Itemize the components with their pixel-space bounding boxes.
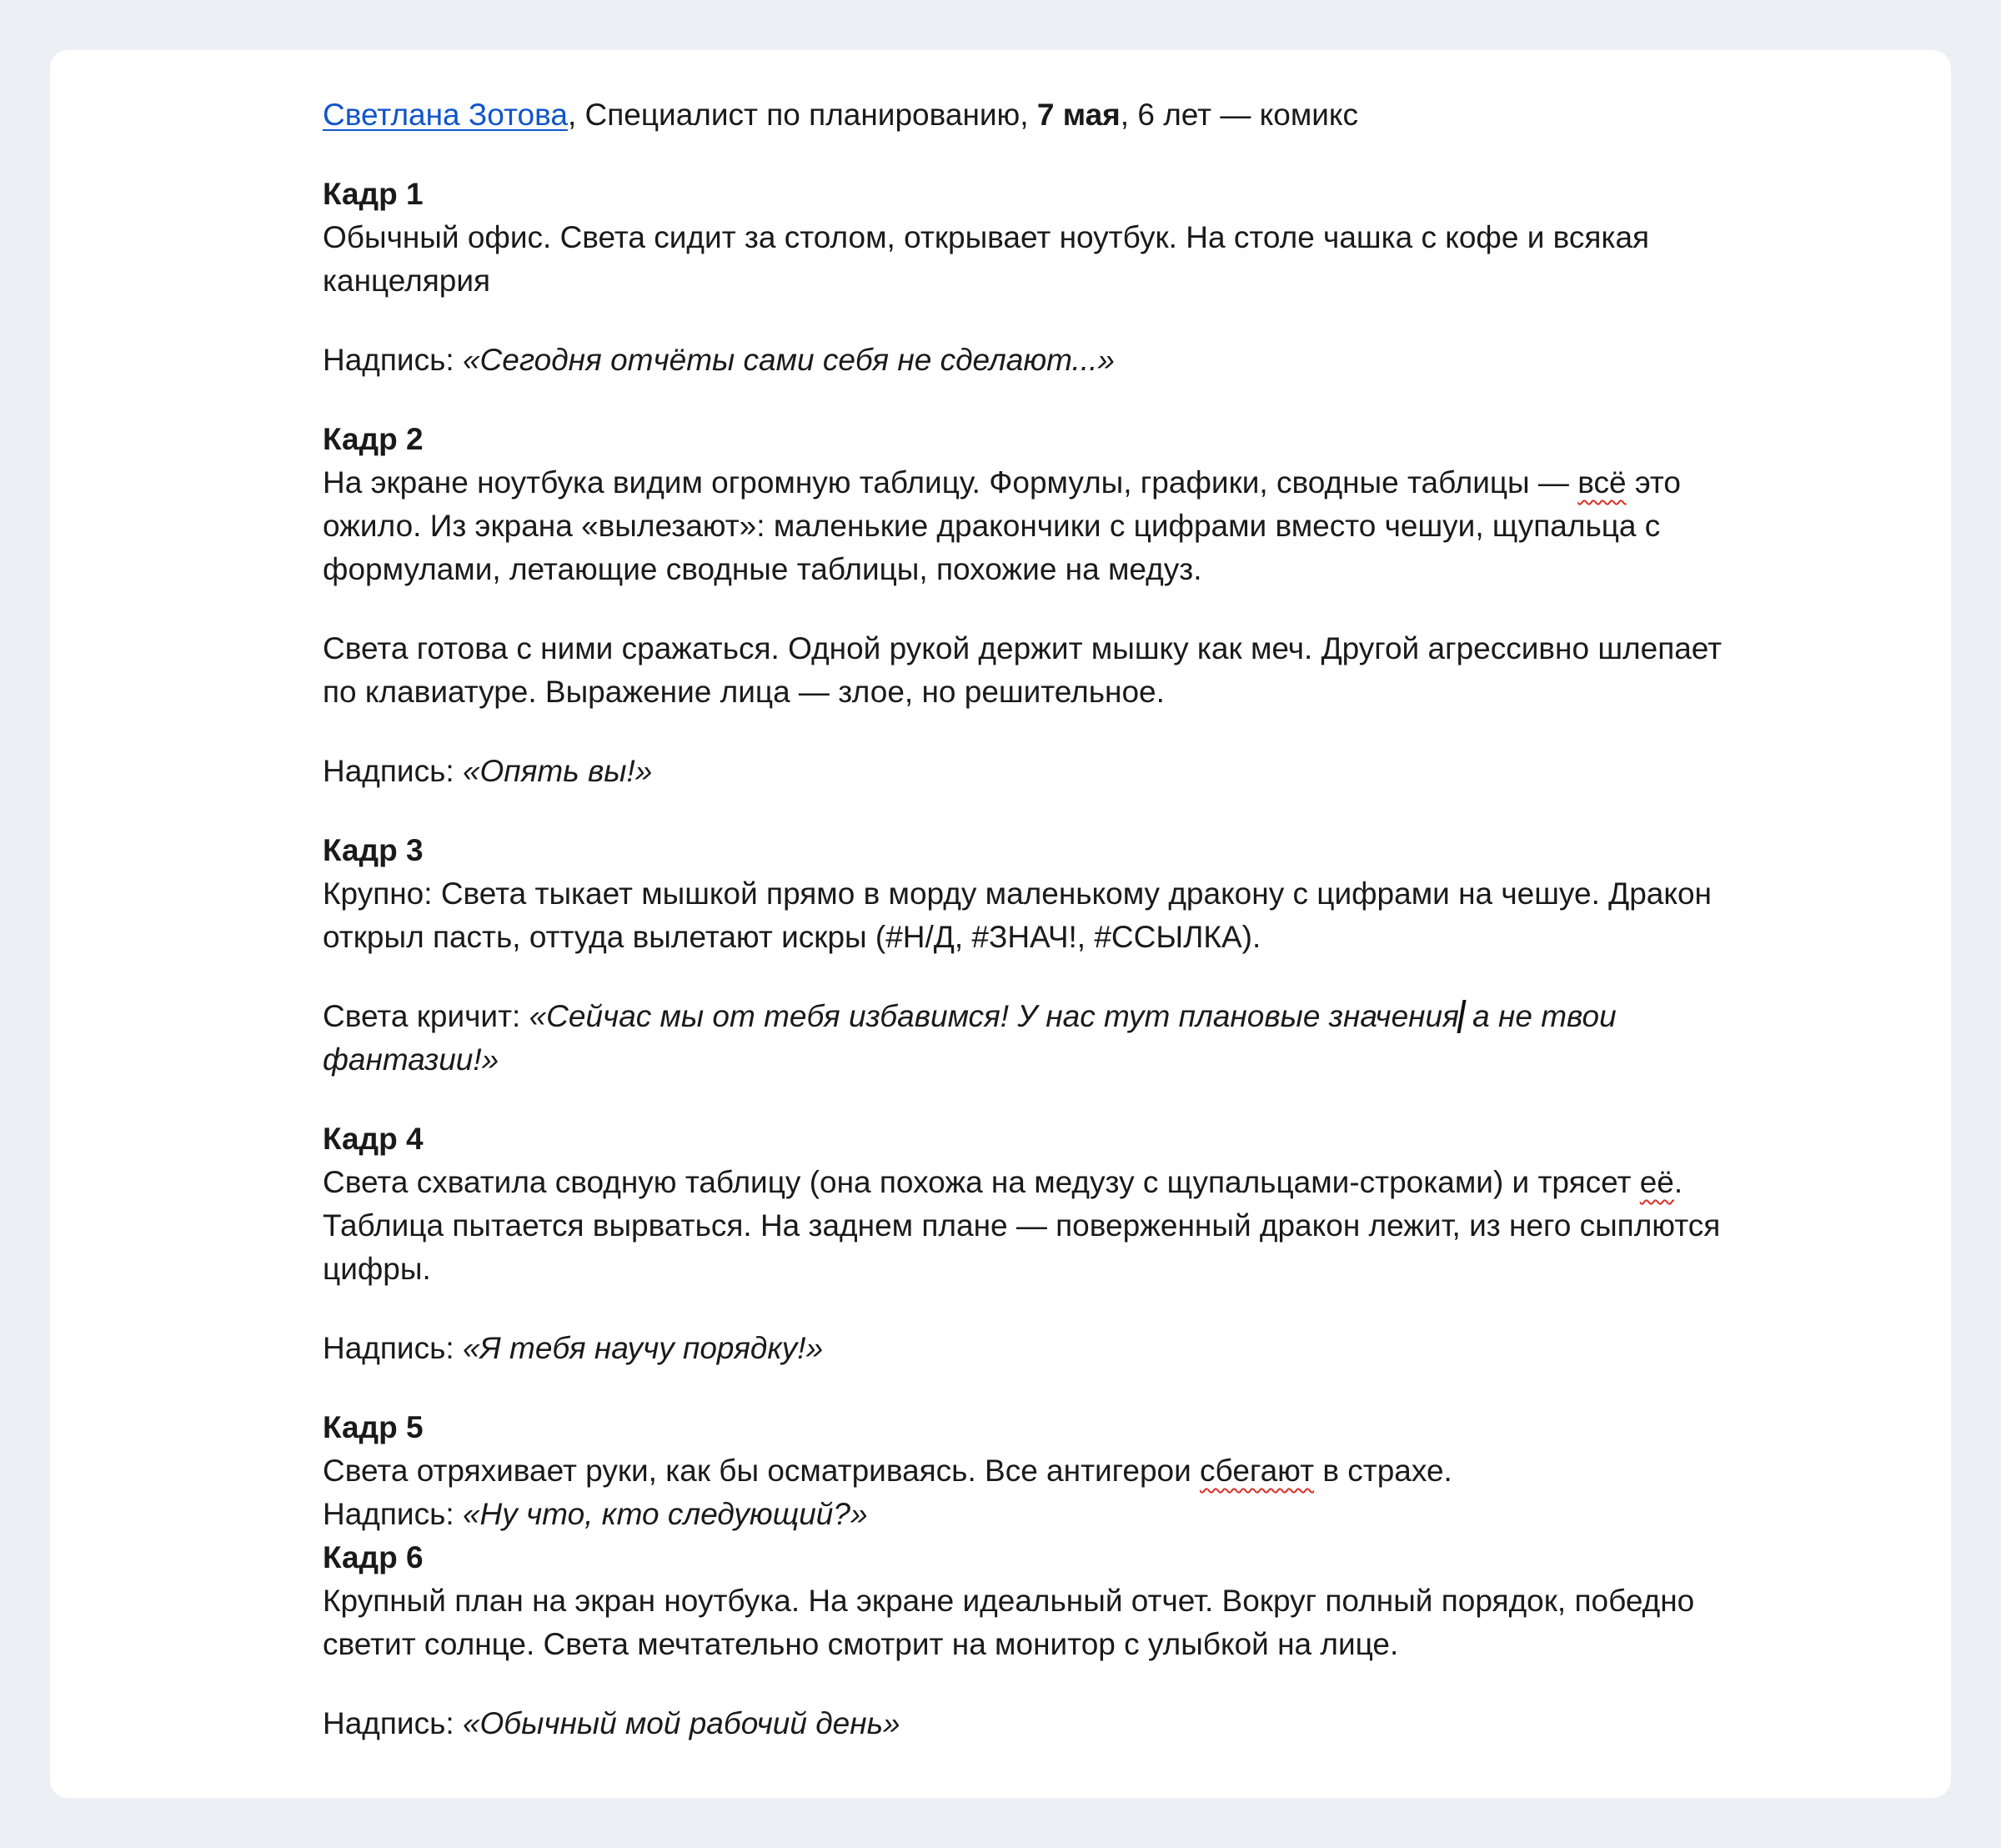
frame-description — [323, 1161, 1723, 1291]
author-role: , Специалист по планированию, — [567, 98, 1037, 132]
caption-label: Надпись: — [323, 343, 463, 377]
caption-text: «Обычный мой рабочий день» — [462, 1706, 900, 1740]
frame-6 — [323, 1536, 1723, 1745]
frame-description-2: Света готова с ними сражаться. Одной рукой держит мышку как меч. Другой агрессивно шлепает по клавиатуре. Выражение лица — злое, но решительное. — [323, 631, 1723, 709]
frame-caption — [323, 1702, 1723, 1745]
caption-text-end: а не твои фантазии!» — [323, 999, 1617, 1077]
description-text: Света схватила сводную таблицу (она похожа на медузу с щупальцами-строками) и трясет — [323, 1165, 1640, 1199]
entry-suffix: , 6 лет — комикс — [1120, 98, 1359, 132]
frame-caption — [323, 1493, 1723, 1536]
frame-4 — [323, 1117, 1723, 1370]
description-text: в страхе. — [1314, 1454, 1452, 1488]
caption-label: Света кричит: — [323, 999, 529, 1033]
spellcheck-word[interactable]: всё — [1577, 465, 1627, 500]
frame-description: Обычный офис. Света сидит за столом, открывает ноутбук. На столе чашка с кофе и всякая канцелярия — [323, 220, 1650, 298]
frame-description: Крупный план на экран ноутбука. На экране идеальный отчет. Вокруг полный порядок, победно светит солнце. Света мечтательно смотрит на монитор с улыбкой на лице. — [323, 1584, 1695, 1661]
caption-label: Надпись: — [323, 1497, 463, 1531]
frame-caption — [323, 1327, 1723, 1370]
caption-text: «Сегодня отчёты сами себя не сделают...» — [462, 343, 1115, 377]
description-text: . Таблица пытается вырваться. На заднем плане — поверженный дракон лежит, из него сыплются цифры. — [323, 1165, 1721, 1286]
description-text: это ожило. Из экрана «вылезают»: маленькие дракончики с цифрами вместо чешуи, щупальца с формулами, летающие сводные таблицы, похожие на медуз. — [323, 465, 1682, 586]
frame-title: Кадр 1 — [323, 177, 424, 211]
frame-3 — [323, 829, 1723, 1082]
caption-label: Надпись: — [323, 1331, 463, 1365]
spellcheck-word[interactable]: сбегают — [1200, 1454, 1315, 1488]
description-text: На экране ноутбука видим огромную таблицу. Формулы, графики, сводные таблицы — — [323, 465, 1569, 500]
spellcheck-word[interactable]: её — [1639, 1165, 1674, 1199]
entry-date: 7 мая — [1036, 98, 1121, 132]
caption-text: «Опять вы!» — [462, 754, 653, 788]
document-card — [50, 50, 1951, 1798]
frame-1 — [323, 173, 1723, 382]
frame-caption — [323, 750, 1723, 793]
caption-text: «Сейчас мы от тебя избавимся! У нас тут плановые значения — [529, 999, 1459, 1033]
header-line — [323, 93, 1723, 137]
frame-caption — [323, 995, 1723, 1082]
caption-label: Надпись: — [323, 754, 463, 788]
frame-description — [323, 461, 1723, 591]
frame-5 — [323, 1406, 1723, 1536]
frame-title: Кадр 6 — [323, 1540, 424, 1574]
frame-description: Крупно: Света тыкает мышкой прямо в морду маленькому дракону с цифрами на чешуе. Дракон открыл пасть, оттуда вылетают искры (#Н/Д, #ЗНАЧ!, #ССЫЛКА). — [323, 876, 1712, 954]
description-text: Света отряхивает руки, как бы осматриваясь. Все антигерои — [323, 1454, 1201, 1488]
caption-text: «Ну что, кто следующий?» — [462, 1497, 868, 1531]
caption-label: Надпись: — [323, 1706, 463, 1740]
frame-caption — [323, 339, 1723, 382]
frame-2 — [323, 418, 1723, 793]
frame-title: Кадр 2 — [323, 422, 424, 456]
frame-description — [323, 1449, 1723, 1493]
frame-title: Кадр 3 — [323, 833, 424, 867]
frame-title: Кадр 4 — [323, 1122, 424, 1156]
caption-text: «Я тебя научу порядку!» — [462, 1331, 824, 1365]
document-content — [323, 93, 1723, 1745]
author-link[interactable]: Светлана Зотова — [323, 98, 568, 132]
frame-title: Кадр 5 — [323, 1410, 424, 1444]
